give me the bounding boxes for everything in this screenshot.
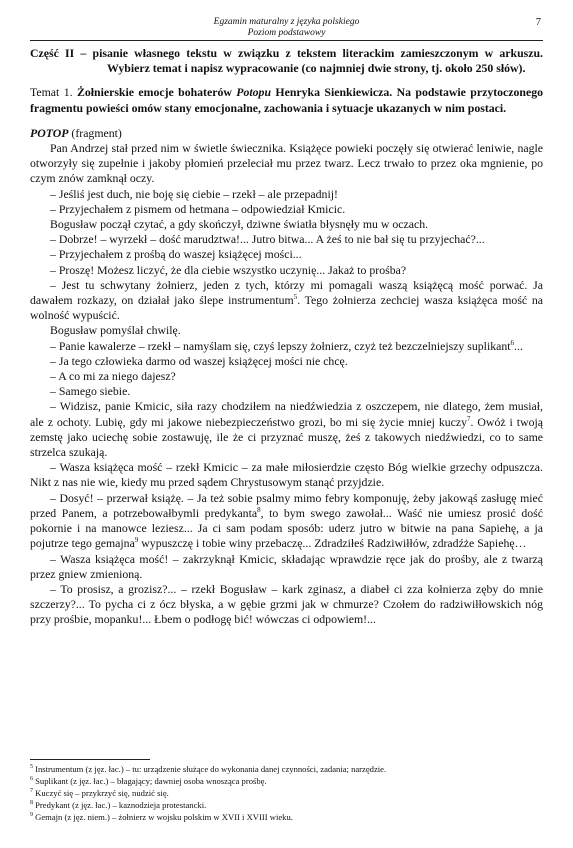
- paragraph-text: – Przyjechałem z pismem od hetmana – odpowiedział Kmicic.: [50, 201, 346, 216]
- footnote-number: 9: [30, 812, 33, 819]
- paragraph-text: ...: [514, 338, 523, 353]
- topic-label: Temat 1.: [30, 85, 73, 100]
- page-body: [30, 46, 543, 628]
- footnote-ref: 7: [467, 414, 471, 423]
- footnote-text: Kuczyć się – przykrzyć się, nudzić się.: [33, 788, 169, 798]
- passage-paragraph: [30, 339, 543, 354]
- passage-paragraph: [30, 141, 543, 187]
- paragraph-text: – Jest tu schwytany żołnierz, jeden z tych, którzy mi pomagali waszą książęcą mość porwać. Ja dawałem rozkazy, on działał jako ślepe instrumentum: [30, 277, 543, 308]
- passage-heading: [30, 126, 543, 141]
- passage-paragraph: [30, 369, 543, 384]
- passage-title: POTOP: [30, 125, 69, 140]
- footnotes: [30, 763, 543, 823]
- passage-paragraph: [30, 384, 543, 399]
- footnote-number: 8: [30, 800, 33, 807]
- paragraph-text: wypuszczę i tobie winy przebaczę... Zdradziłeś Radziwiłłów, zdradźże Sapiehę…: [138, 536, 527, 551]
- paragraph-text: Bogusław pomyślał chwilę.: [50, 323, 181, 338]
- passage-paragraph: [30, 552, 543, 582]
- topic-text-b: Henryka Sienkiewicza. Na podstawie przytoczonego fragmentu powieści omów stany emocjonalne, zachowania i sytuacje ukazanych w nim postaci.: [30, 85, 544, 115]
- passage-paragraph: [30, 232, 543, 247]
- footnote-rule: [30, 759, 150, 760]
- footnote-number: 6: [30, 776, 33, 783]
- passage-paragraph: [30, 278, 543, 324]
- paragraph-text: . Owóż i twoją zemstę jako uciechę sobie zostawuję, ile że ci przyznać muszę, żeś z takowych niedźwiedzi, co to same strzelca szukają.: [30, 414, 543, 460]
- paragraph-text: – Proszę! Możesz liczyć, że dla ciebie wszystko uczynię... Jakaż to prośba?: [50, 262, 407, 277]
- header-level: Poziom podstawowy: [247, 28, 326, 38]
- footnote-text: Suplikant (z jęz. łac.) – błagający; dawniej osoba wnosząca prośbę.: [33, 776, 267, 786]
- topic: [30, 85, 543, 115]
- passage-paragraph: [30, 217, 543, 232]
- footnote: [30, 787, 543, 799]
- paragraph-text: – Wasza książęca mość – rzekł Kmicic – za małe miłosierdzie często Bóg wielkie grzechy odpuszcza. Nikt z nas nie wie, kiedy mu przed sądem Chrystusowym stanąć przyjdzie.: [30, 460, 543, 490]
- section-label: Część II: [30, 46, 75, 60]
- paragraph-text: – A co mi za niego dajesz?: [50, 369, 176, 384]
- passage-text: [30, 141, 543, 628]
- passage-paragraph: [30, 202, 543, 217]
- header-exam-title: Egzamin maturalny z języka polskiego: [213, 17, 360, 27]
- paragraph-text: , to bym swego zawołał... Waść nie umiesz prosić dość pokornie i na manowce leziesz... Ja ci sam podam sposób: uderz jutro w bitwie na pana Sapiehę, a ja pojutrze tego gemajna: [30, 505, 543, 551]
- footnote-ref: 8: [257, 505, 261, 514]
- footnote: [30, 799, 543, 811]
- paragraph-text: – Jeśliś jest duch, nie boję się ciebie – rzekł – ale przepadnij!: [50, 186, 338, 201]
- footnote-text: Instrumentum (z jęz. łac.) – tu: urządzenie służące do wykonania danej czynności, zadania; narzędzie.: [33, 764, 387, 774]
- passage-paragraph: [30, 187, 543, 202]
- passage-paragraph: [30, 582, 543, 628]
- paragraph-text: Bogusław począł czytać, a gdy skończył, dziwne światła błysnęły mu w oczach.: [50, 217, 429, 232]
- footnote-ref: 9: [134, 536, 139, 545]
- passage-paragraph: [30, 460, 543, 490]
- header-rule: [30, 40, 543, 41]
- paragraph-text: – Ja tego człowieka darmo od waszej książęcej mości nie chcę.: [50, 353, 348, 368]
- section-text: – pisanie własnego tekstu w związku z tekstem literackim zamieszczonym w arkuszu. Wybierz temat i napisz wypracowanie (co najmniej dwie strony, tj. około 250 słów).: [74, 46, 543, 76]
- paragraph-text: – Przyjechałem z prośbą do waszej książęcej mości...: [50, 247, 302, 262]
- passage-paragraph: [30, 354, 543, 369]
- section-instruction: [30, 46, 543, 76]
- paragraph-text: – Widzisz, panie Kmicic, siła razy chodziłem na niedźwiedzia z oszczepem, nie dlatego, żem musiał, ale z ochoty. Lubię, gdy mi jakowe niebezpieczeństwo grozi, bo mi się życie mniej kuczy: [30, 399, 543, 429]
- page-header: [30, 17, 543, 39]
- footnote-text: Predykant (z jęz. łac.) – kaznodzieja protestancki.: [33, 800, 207, 810]
- footnote: [30, 763, 543, 775]
- footnote-number: 5: [30, 764, 33, 771]
- topic-book-title: Potopu: [236, 85, 272, 100]
- passage-paragraph: [30, 399, 543, 460]
- footnote: [30, 811, 543, 823]
- page-number: 7: [535, 17, 541, 28]
- passage-paragraph: [30, 263, 543, 278]
- topic-text-a: Żołnierskie emocje bohaterów: [76, 85, 237, 100]
- paragraph-text: – Samego siebie.: [50, 384, 131, 399]
- passage-paragraph: [30, 323, 543, 338]
- paragraph-text: – Panie kawalerze – rzekł – namyślam się, czyś lepszy żołnierz, czyż też bezczelniejszy suplikant: [50, 338, 511, 353]
- footnote-ref: 5: [293, 293, 298, 302]
- paragraph-text: – To prosisz, a grozisz?... – rzekł Bogusław – kark zginasz, a diabeł ci zza kołnierza zęby do mnie szczerzy?... To pycha ci z ócz błyska, a w gębie grzmi jak w chmurze? Czołem do radziwiłłowskich nóg przy prośbie, mopanku!... Łbem o podłogę bić! wówczas ci odpowiem!...: [30, 581, 543, 627]
- passage-subtitle: (fragment): [68, 125, 122, 140]
- footnote: [30, 775, 543, 787]
- paragraph-text: Pan Andrzej stał przed nim w świetle świecznika. Książęce powieki poczęły się otwierać leniwie, nagle otworzyły się zupełnie i jakoby płomień przeleciał mu przez twarz. Lecz trwało to przez oka mgnienie, po czym znów zamknął oczy.: [30, 141, 543, 186]
- passage-paragraph: [30, 247, 543, 262]
- footnote-text: Gemajn (z jęz. niem.) – żołnierz w wojsku polskim w XVII i XVIII wieku.: [33, 812, 293, 822]
- paragraph-text: – Dobrze! – wyrzekł – dość marudztwa!... Jutro bitwa... A żeś to nie bał się tu przyjechać?...: [50, 232, 485, 247]
- footnote-number: 7: [30, 788, 33, 795]
- paragraph-text: . Tego żołnierza zechciej wasza książęca mość na wolność wypuścić.: [30, 293, 544, 323]
- footnote-ref: 6: [510, 338, 515, 347]
- passage-paragraph: [30, 491, 543, 552]
- paragraph-text: – Dosyć! – przerwał książę. – Ja też sobie psalmy mimo febry komponuję, żeby jakowąś zasługę mieć przed Panem, a potrzebowałbymli predykanta: [30, 490, 543, 520]
- paragraph-text: – Wasza książęca mość! – zakrzyknął Kmicic, składając wprawdzie ręce jak do prośby, ale z twarzą przez gniew zmienioną.: [30, 551, 543, 581]
